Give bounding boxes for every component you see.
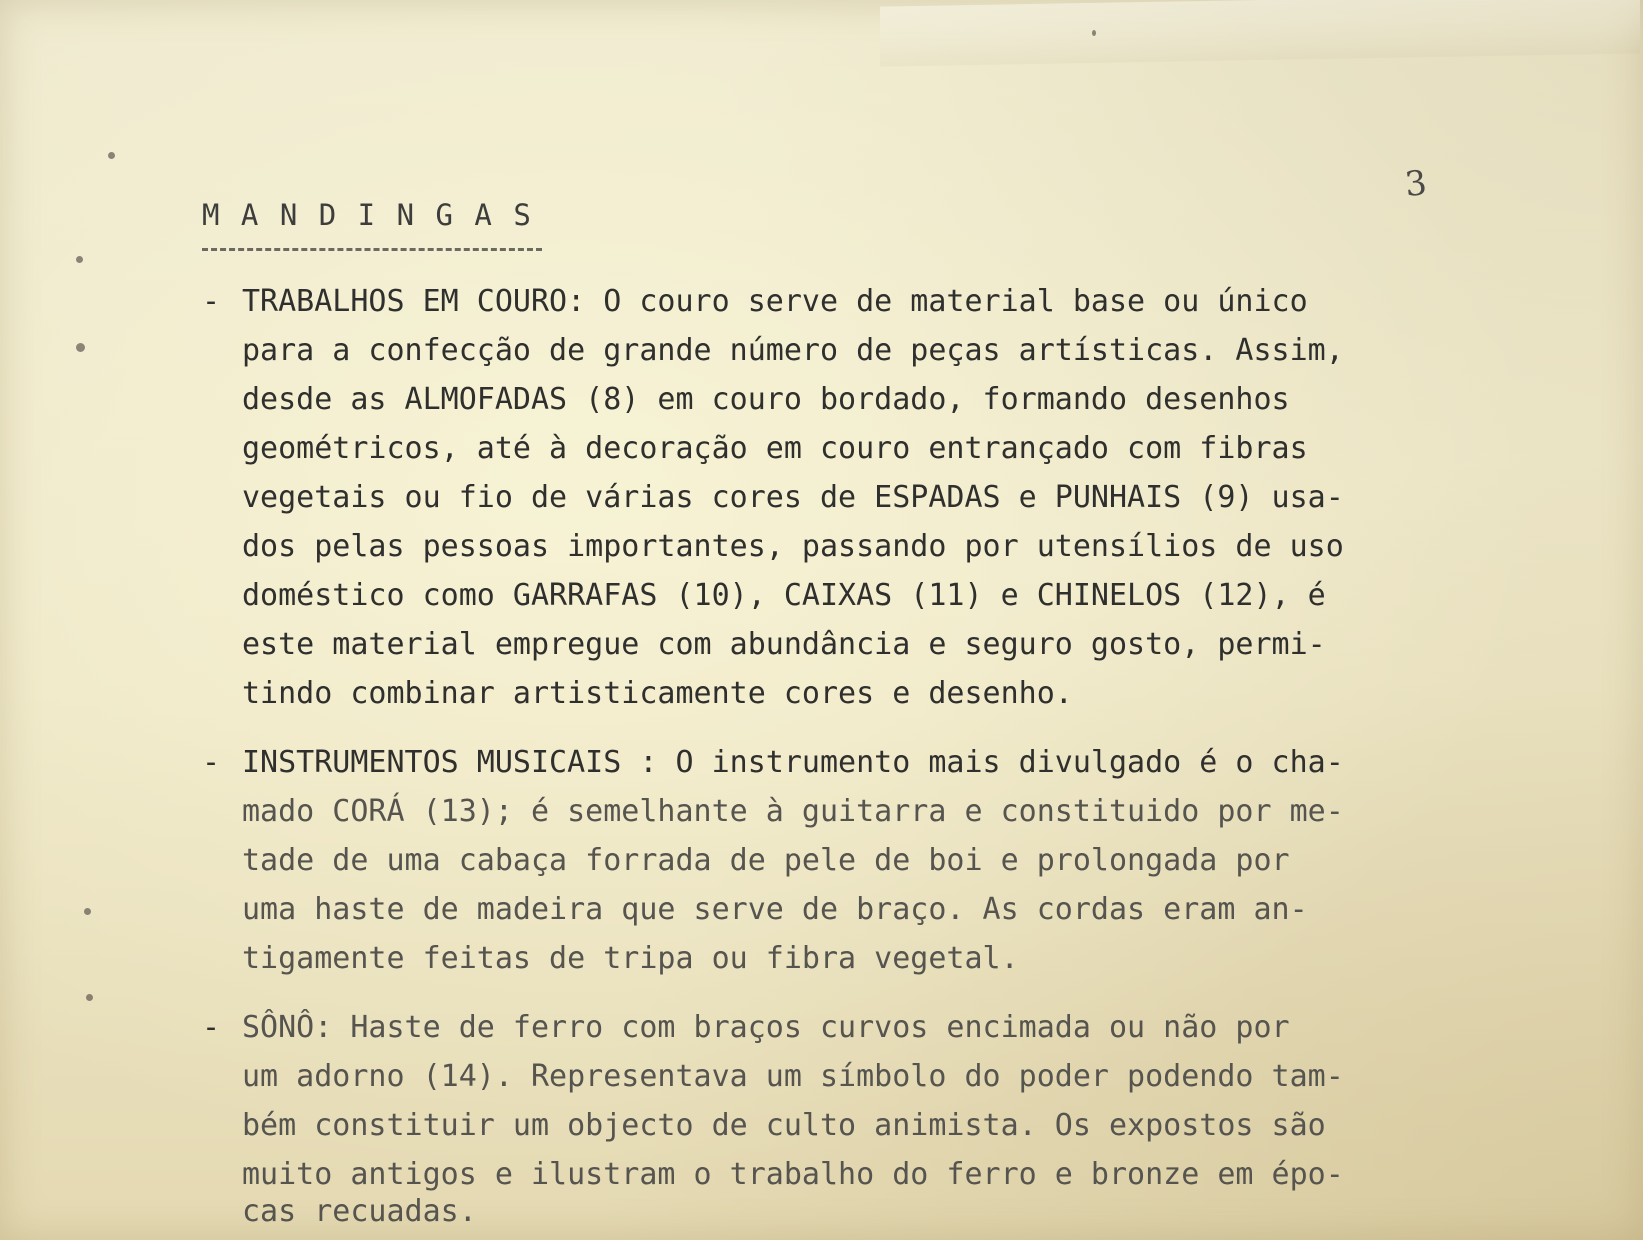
paragraph-line: este material empregue com abundância e seguro gosto, permi- (242, 627, 1326, 662)
paragraph-line: geométricos, até à decoração em couro entrançado com fibras (242, 431, 1308, 466)
paragraph-line: tade de uma cabaça forrada de pele de boi e prolongada por (242, 843, 1290, 878)
page-heading: M A N D I N G A S (202, 198, 533, 232)
paragraph-line: INSTRUMENTOS MUSICAIS : O instrumento mais divulgado é o cha- (242, 745, 1344, 780)
paragraph-line: uma haste de madeira que serve de braço. As cordas eram an- (242, 892, 1308, 927)
paragraph-line: um adorno (14). Representava um símbolo do poder podendo tam- (242, 1059, 1344, 1094)
paragraph-line: desde as ALMOFADAS (8) em couro bordado, formando desenhos (242, 382, 1290, 417)
paper-speck (108, 152, 115, 159)
section-bullet: - (202, 745, 221, 780)
paper-speck (1092, 30, 1096, 36)
paragraph-line: muito antigos e ilustram o trabalho do ferro e bronze em épo- (242, 1157, 1344, 1192)
paragraph-line: SÔNÔ: Haste de ferro com braços curvos encimada ou não por (242, 1010, 1290, 1045)
paragraph-line: vegetais ou fio de várias cores de ESPADAS e PUNHAIS (9) usa- (242, 480, 1344, 515)
paragraph-line: dos pelas pessoas importantes, passando por utensílios de uso (242, 529, 1344, 564)
paragraph-line: para a confecção de grande número de peças artísticas. Assim, (242, 333, 1344, 368)
heading-underline (202, 248, 542, 251)
paragraph-line: mado CORÁ (13); é semelhante à guitarra e constituido por me- (242, 794, 1344, 829)
paper-speck (86, 994, 93, 1001)
paragraph-line: doméstico como GARRAFAS (10), CAIXAS (11) e CHINELOS (12), é (242, 578, 1326, 613)
section-bullet: - (202, 1010, 221, 1045)
section-bullet: - (202, 284, 221, 319)
paragraph-line: tindo combinar artisticamente cores e desenho. (242, 676, 1073, 711)
paper-speck (76, 343, 85, 352)
paper-crease (880, 0, 1640, 67)
paragraph-line: cas recuadas. (242, 1194, 477, 1229)
paper-speck (84, 908, 91, 915)
paper-speck (76, 256, 83, 263)
paragraph-line: TRABALHOS EM COURO: O couro serve de material base ou único (242, 284, 1308, 319)
paragraph-line: tigamente feitas de tripa ou fibra vegetal. (242, 941, 1019, 976)
paragraph-line: bém constituir um objecto de culto animista. Os expostos são (242, 1108, 1326, 1143)
page-number: 3 (1402, 162, 1429, 206)
